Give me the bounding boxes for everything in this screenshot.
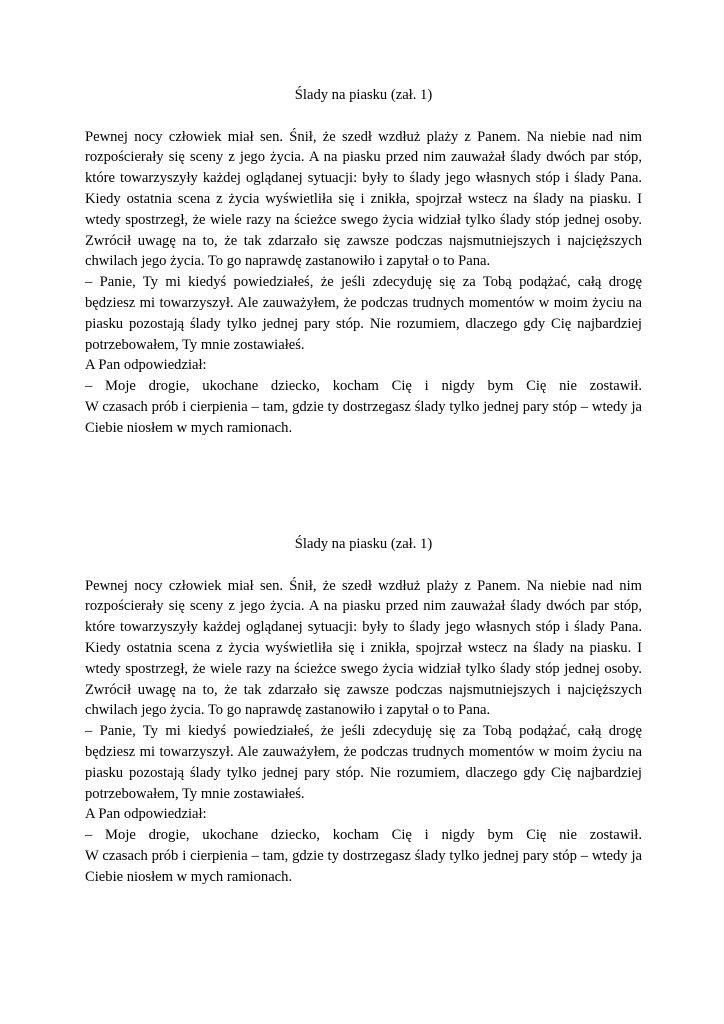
story-block-copy-1: [85, 85, 642, 439]
story-paragraph-narration: Pewnej nocy człowiek miał sen. Śnił, że szedł wzdłuż plaży z Panem. Na niebie nad nim rozpościerały się sceny z jego życia. A na piasku przed nim zauważał ślady dwóch par stóp, które towarzyszyły każdej oglądanej sytuacji: były to ślady jego własnych stóp i ślady Pana. Kiedy ostatnia scena z życia wyświetliła się i znikła, spojrzał wstecz na ślady na piasku. I wtedy spostrzegł, że wiele razy na ścieżce swego życia widział tylko ślady stóp jednej osoby. Zwrócił uwagę na to, że tak zdarzało się zawsze podczas najsmutniejszych i najcięższych chwilach jego życia. To go naprawdę zastanowiło i zapytał o to Pana.: [85, 128, 642, 270]
story-paragraph-narration: Pewnej nocy człowiek miał sen. Śnił, że szedł wzdłuż plaży z Panem. Na niebie nad nim rozpościerały się sceny z jego życia. A na piasku przed nim zauważał ślady dwóch par stóp, które towarzyszyły każdej oglądanej sytuacji: były to ślady jego własnych stóp i ślady Pana. Kiedy ostatnia scena z życia wyświetliła się i znikła, spojrzał wstecz na ślady na piasku. I wtedy spostrzegł, że wiele razy na ścieżce swego życia widział tylko ślady stóp jednej osoby. Zwrócił uwagę na to, że tak zdarzało się zawsze podczas najsmutniejszych i najcięższych chwilach jego życia. To go naprawdę zastanowiło i zapytał o to Pana.: [85, 577, 642, 719]
story-paragraph-lead-in: A Pan odpowiedział:: [85, 806, 207, 823]
story-paragraph-lords-answer: [85, 376, 642, 438]
story-paragraph-lords-answer: [85, 825, 642, 887]
story-p4-continuation: W czasach prób i cierpienia – tam, gdzie ty dostrzegasz ślady tylko jednej pary stóp – wtedy ja Ciebie niosłem w mych ramionach.: [85, 398, 642, 436]
story-paragraph-lead-in: A Pan odpowiedział:: [85, 357, 207, 374]
story-block-copy-2: [85, 534, 642, 888]
story-title: Ślady na piasku (zał. 1): [294, 87, 433, 103]
story-paragraph-mans-question: – Panie, Ty mi kiedyś powiedziałeś, że jeśli zdecyduję się za Tobą podążać, całą drogę będziesz mi towarzyszył. Ale zauważyłem, że podczas trudnych momentów w moim życiu na piasku pozostają ślady tylko jednej pary stóp. Nie rozumiem, dlaczego gdy Cię najbardziej potrzebowałem, Ty mnie zostawiałeś.: [85, 274, 642, 353]
story-p4-continuation: W czasach prób i cierpienia – tam, gdzie ty dostrzegasz ślady tylko jednej pary stóp – wtedy ja Ciebie niosłem w mych ramionach.: [85, 847, 642, 885]
story-p4-first-line: – Moje drogie, ukochane dziecko, kocham Cię i nigdy bym Cię nie zostawił.: [85, 378, 642, 395]
story-p4-first-line: – Moje drogie, ukochane dziecko, kocham Cię i nigdy bym Cię nie zostawił.: [85, 827, 642, 844]
story-paragraph-mans-question: – Panie, Ty mi kiedyś powiedziałeś, że jeśli zdecyduję się za Tobą podążać, całą drogę będziesz mi towarzyszył. Ale zauważyłem, że podczas trudnych momentów w moim życiu na piasku pozostają ślady tylko jednej pary stóp. Nie rozumiem, dlaczego gdy Cię najbardziej potrzebowałem, Ty mnie zostawiałeś.: [85, 723, 642, 802]
story-title: Ślady na piasku (zał. 1): [294, 536, 433, 552]
